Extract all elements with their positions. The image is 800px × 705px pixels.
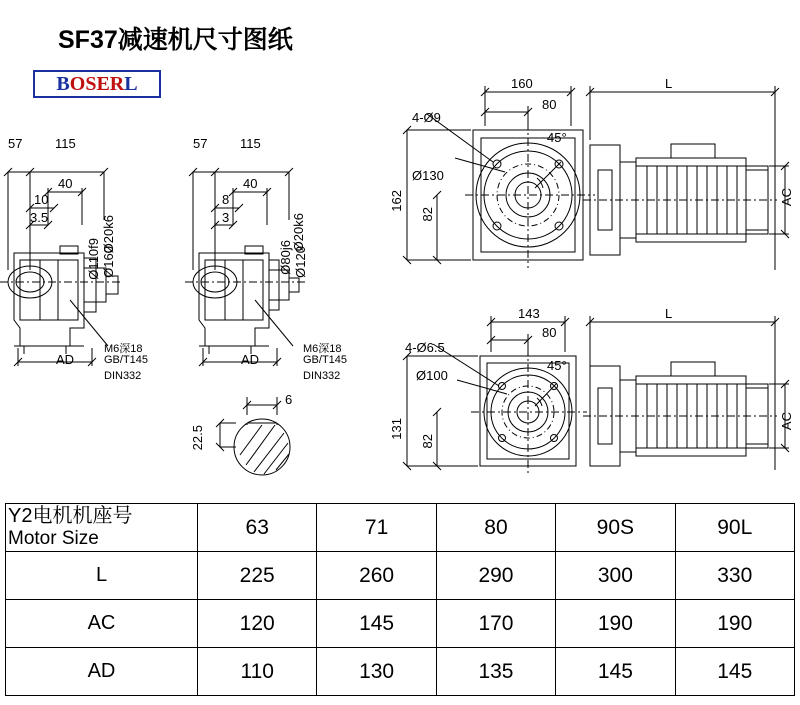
table-header-size-2: 80 bbox=[436, 504, 555, 552]
table-header-row bbox=[6, 504, 795, 552]
table-header-label bbox=[6, 504, 198, 552]
note-left1-gbt145: GB/T145 bbox=[104, 354, 149, 366]
brand-logo bbox=[33, 70, 161, 98]
dim-bot-d100: Ø100 bbox=[416, 368, 448, 383]
note-left1-m6: M6深18 bbox=[104, 343, 143, 355]
cell-AD-4: 145 bbox=[675, 648, 794, 696]
dim-bot-143: 143 bbox=[518, 306, 540, 321]
dim-top-162: 162 bbox=[389, 190, 404, 212]
dim-left1-40: 40 bbox=[58, 176, 73, 191]
dim-bot-80: 80 bbox=[542, 325, 557, 340]
dim-top-AC: AC bbox=[779, 188, 794, 207]
dim-bot-AC: AC bbox=[779, 412, 794, 431]
dim-left1-3p5: 3.5 bbox=[30, 210, 49, 225]
cell-AD-0: 110 bbox=[198, 648, 317, 696]
cell-L-0: 225 bbox=[198, 552, 317, 600]
table-header-label-cn: Y2电机机座号 bbox=[8, 505, 133, 528]
table-header-size-0: 63 bbox=[198, 504, 317, 552]
bottom-assembly-drawing bbox=[385, 300, 800, 495]
dim-top-4xd9: 4-Ø9 bbox=[412, 110, 441, 125]
page-title: SF37减速机尺寸图纸 bbox=[58, 26, 293, 54]
note-left2-m6: M6深18 bbox=[303, 343, 342, 355]
cell-AC-2: 170 bbox=[436, 600, 555, 648]
dim-left2-115: 115 bbox=[240, 136, 261, 151]
dim-top-80: 80 bbox=[542, 97, 557, 112]
motor-size-table bbox=[5, 503, 795, 696]
dim-bot-L: L bbox=[665, 306, 673, 321]
cell-L-1: 260 bbox=[317, 552, 436, 600]
note-left1-din332: DIN332 bbox=[104, 370, 142, 382]
note-left2-din332: DIN332 bbox=[303, 370, 341, 382]
dim-left2-d80j6: Ø80j6 bbox=[278, 240, 293, 275]
dim-left1-ad: AD bbox=[56, 352, 75, 367]
dim-left2-d120: Ø120 bbox=[293, 246, 308, 278]
dim-left2-ad: AD bbox=[241, 352, 260, 367]
row-label-AD: AD bbox=[6, 648, 198, 696]
dim-left2-d20k6: Ø20k6 bbox=[291, 213, 306, 252]
dim-left2-8: 8 bbox=[222, 192, 230, 207]
dim-left1-d20k6: Ø20k6 bbox=[101, 215, 116, 254]
dim-bot-4xd6p5: 4-Ø6.5 bbox=[405, 340, 445, 355]
dim-left2-57: 57 bbox=[193, 136, 208, 151]
row-label-L: L bbox=[6, 552, 198, 600]
table-header-size-1: 71 bbox=[317, 504, 436, 552]
dim-top-160: 160 bbox=[511, 76, 533, 91]
cell-AC-1: 145 bbox=[317, 600, 436, 648]
dim-top-82: 82 bbox=[420, 207, 435, 222]
cell-AD-3: 145 bbox=[556, 648, 675, 696]
shaft-key-section-drawing bbox=[190, 385, 320, 490]
table-row bbox=[6, 600, 795, 648]
dim-top-45deg: 45° bbox=[547, 130, 567, 145]
table-row bbox=[6, 552, 795, 600]
table-row bbox=[6, 648, 795, 696]
dim-left2-3: 3 bbox=[222, 210, 230, 225]
cell-AD-2: 135 bbox=[436, 648, 555, 696]
dim-left1-57: 57 bbox=[8, 136, 23, 151]
dim-left1-115: 115 bbox=[55, 136, 76, 151]
dim-key-6: 6 bbox=[285, 392, 293, 407]
row-label-AC: AC bbox=[6, 600, 198, 648]
cell-L-3: 300 bbox=[556, 552, 675, 600]
table-header-size-4: 90L bbox=[675, 504, 794, 552]
dim-top-d130: Ø130 bbox=[412, 168, 444, 183]
cell-AD-1: 130 bbox=[317, 648, 436, 696]
dim-key-22p5: 22.5 bbox=[190, 425, 205, 451]
dim-bot-131: 131 bbox=[389, 418, 404, 440]
dim-left1-10: 10 bbox=[34, 192, 49, 207]
cell-L-2: 290 bbox=[436, 552, 555, 600]
dim-left2-40: 40 bbox=[243, 176, 258, 191]
top-assembly-drawing bbox=[385, 70, 800, 300]
dim-bot-45deg: 45° bbox=[547, 358, 567, 373]
table-header-size-3: 90S bbox=[556, 504, 675, 552]
dim-left1-d160: Ø160 bbox=[101, 246, 116, 278]
brand-logo-text: B OSER L bbox=[56, 72, 138, 95]
note-left2-gbt145: GB/T145 bbox=[303, 354, 348, 366]
cell-L-4: 330 bbox=[675, 552, 794, 600]
cell-AC-4: 190 bbox=[675, 600, 794, 648]
table-header-label-en: Motor Size bbox=[8, 528, 99, 550]
cell-AC-3: 190 bbox=[556, 600, 675, 648]
dim-top-L: L bbox=[665, 76, 673, 91]
dim-bot-82: 82 bbox=[420, 434, 435, 449]
cell-AC-0: 120 bbox=[198, 600, 317, 648]
dim-left1-d110f9: Ø110f9 bbox=[86, 238, 101, 280]
